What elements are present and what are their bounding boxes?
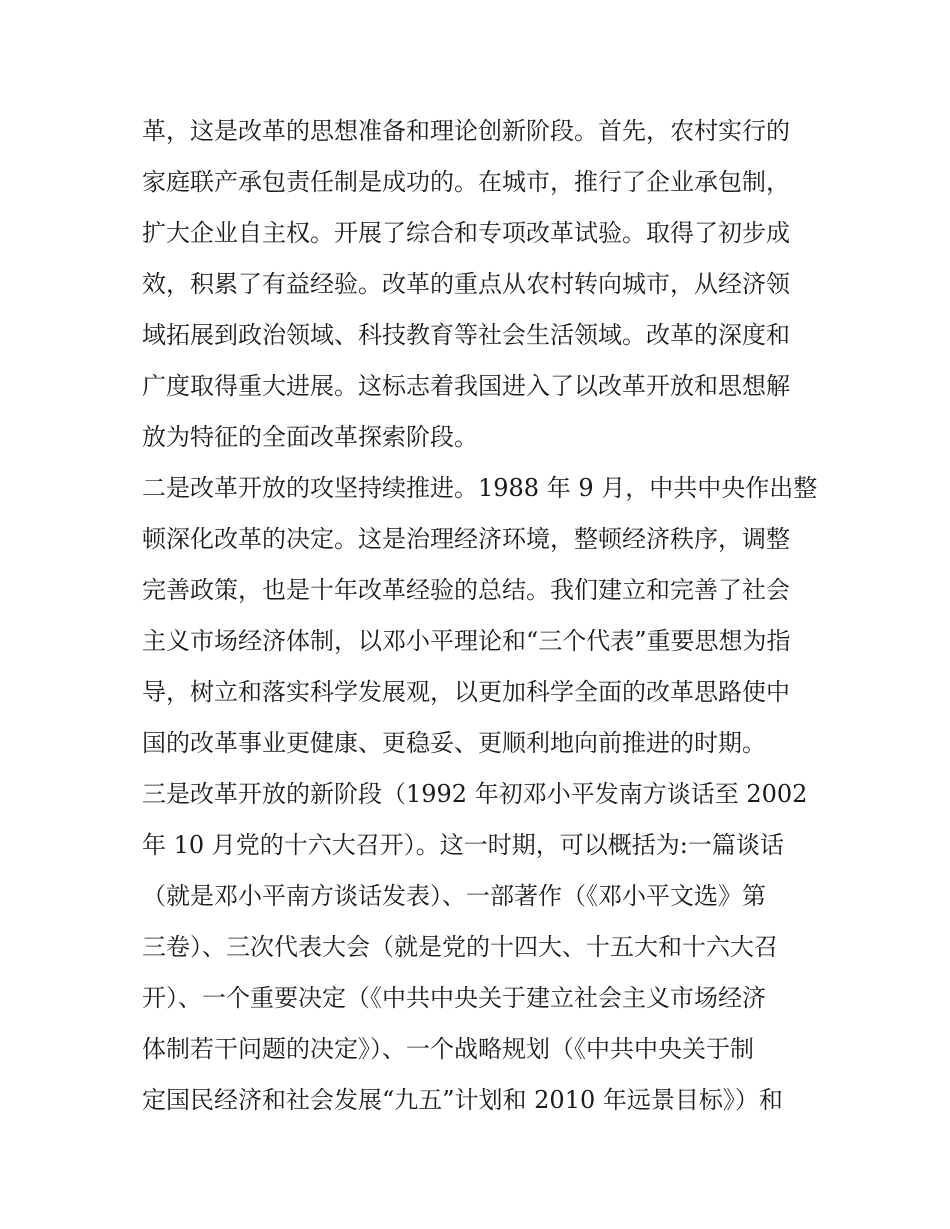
text-line: 域拓展到政治领域、科技教育等社会生活领域。改革的深度和 <box>142 321 790 349</box>
text-line: 家庭联产承包责任制是成功的。在城市，推行了企业承包制， <box>142 168 790 196</box>
text-line: 三卷）、三次代表大会（就是党的十四大、十五大和十六大召 <box>142 933 778 961</box>
text-line: 三是改革开放的新阶段（1992 年初邓小平发南方谈话至 2002 <box>142 780 808 808</box>
text-line: 导，树立和落实科学发展观，以更加科学全面的改革思路使中 <box>142 678 790 706</box>
text-line: 革，这是改革的思想准备和理论创新阶段。首先，农村实行的 <box>142 117 790 145</box>
text-line: 主义市场经济体制，以邓小平理论和“三个代表”重要思想为指 <box>142 627 791 655</box>
text-line: 效，积累了有益经验。改革的重点从农村转向城市，从经济领 <box>142 270 790 298</box>
text-line: 国的改革事业更健康、更稳妥、更顺利地向前推进的时期。 <box>142 729 766 757</box>
text-line: 定国民经济和社会发展“九五”计划和 2010 年远景目标》）和 <box>142 1086 783 1114</box>
text-line: 放为特征的全面改革探索阶段。 <box>142 423 478 451</box>
body-text <box>142 106 822 1126</box>
text-line: 广度取得重大进展。这标志着我国进入了以改革开放和思想解 <box>142 372 790 400</box>
text-line: 体制若干问题的决定》）、一个战略规划（《中共中央关于制 <box>142 1035 754 1063</box>
text-line: 年 10 月党的十六大召开）。这一时期，可以概括为:一篇谈话 <box>142 831 784 859</box>
text-line: 扩大企业自主权。开展了综合和专项改革试验。取得了初步成 <box>142 219 790 247</box>
text-line: 开）、一个重要决定（《中共中央关于建立社会主义市场经济 <box>142 984 766 1012</box>
text-line: 二是改革开放的攻坚持续推进。1988 年 9 月，中共中央作出整 <box>142 474 818 502</box>
text-line: （就是邓小平南方谈话发表）、一部著作（《邓小平文选》第 <box>142 882 766 910</box>
text-line: 顿深化改革的决定。这是治理经济环境，整顿经济秩序，调整 <box>142 525 790 553</box>
text-line: 完善政策，也是十年改革经验的总结。我们建立和完善了社会 <box>142 576 790 604</box>
